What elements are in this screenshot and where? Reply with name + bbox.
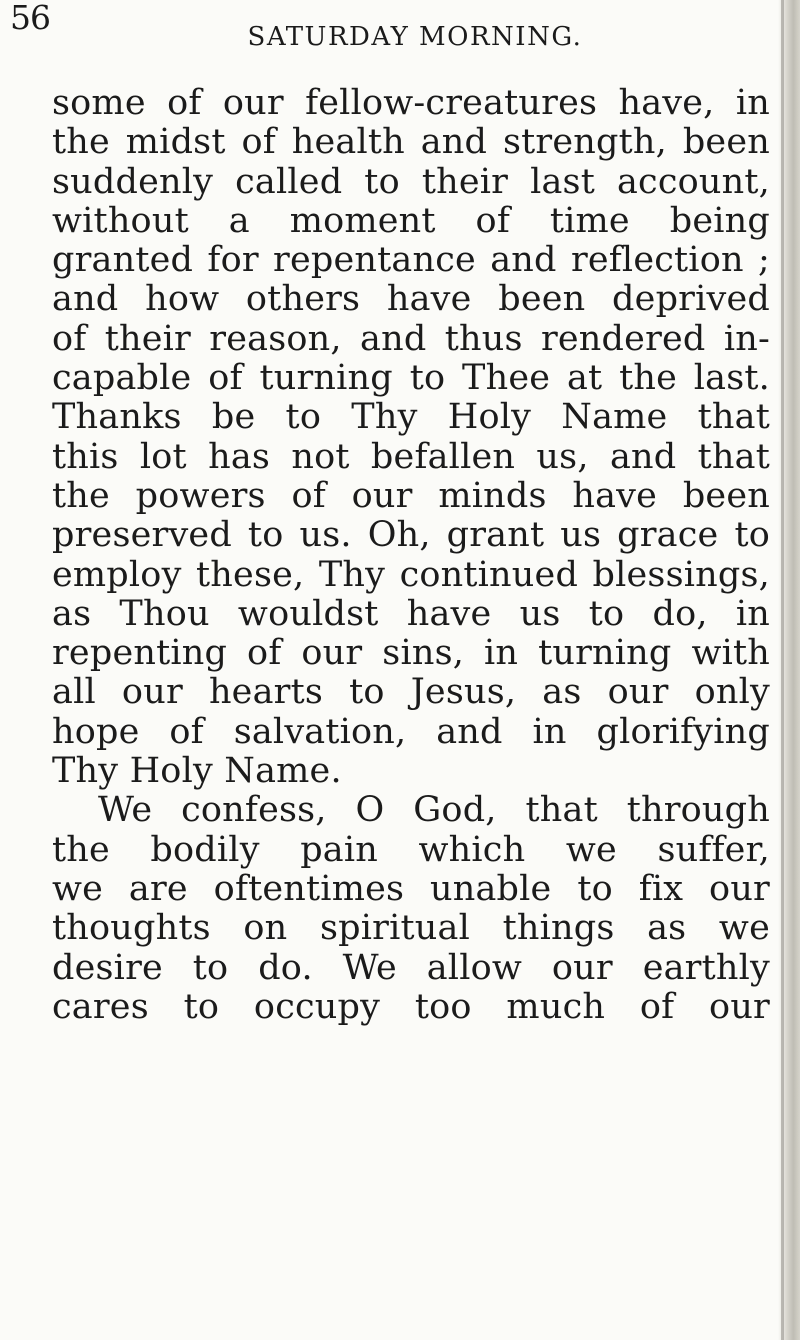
text-line: granted for repentance and reflection ; bbox=[52, 240, 770, 281]
text-line: as Thou wouldst have us to do, in bbox=[52, 593, 770, 634]
body-text bbox=[52, 84, 770, 1027]
text-line: all our hearts to Jesus, as our only bbox=[52, 672, 770, 713]
text-line: employ these, Thy continued blessings, bbox=[52, 554, 770, 595]
text-line: thoughts on spiritual things as we bbox=[52, 908, 770, 949]
running-head: SATURDAY MORNING. bbox=[247, 22, 583, 52]
text-line: without a moment of time being bbox=[52, 200, 770, 241]
page-number: 56 bbox=[10, 0, 50, 37]
text-line-paragraph-start: We confess, O God, that through bbox=[98, 790, 770, 831]
text-line: the powers of our minds have been bbox=[52, 475, 770, 516]
text-line: Thanks be to Thy Holy Name that bbox=[52, 397, 770, 438]
text-line: the midst of health and strength, been bbox=[52, 122, 770, 163]
text-line: suddenly called to their last account, bbox=[52, 161, 770, 202]
text-line: preserved to us. Oh, grant us grace to bbox=[52, 515, 770, 556]
text-line: we are oftentimes unable to fix our bbox=[52, 868, 770, 909]
text-line-paragraph-end: Thy Holy Name. bbox=[52, 751, 342, 792]
page-edge-line bbox=[781, 0, 784, 1340]
text-line: of their reason, and thus rendered in- bbox=[52, 318, 770, 359]
text-line: this lot has not befallen us, and that bbox=[52, 436, 770, 477]
text-line: and how others have been deprived bbox=[52, 279, 770, 320]
text-line: desire to do. We allow our earthly bbox=[52, 947, 770, 988]
text-line: some of our fellow-creatures have, in bbox=[52, 83, 770, 123]
text-line: capable of turning to Thee at the last. bbox=[52, 358, 770, 399]
text-line: cares to occupy too much of our bbox=[52, 986, 770, 1027]
text-line: hope of salvation, and in glorifying bbox=[52, 711, 770, 752]
text-line: the bodily pain which we suffer, bbox=[52, 829, 770, 870]
text-line: repenting of our sins, in turning with bbox=[52, 633, 770, 674]
